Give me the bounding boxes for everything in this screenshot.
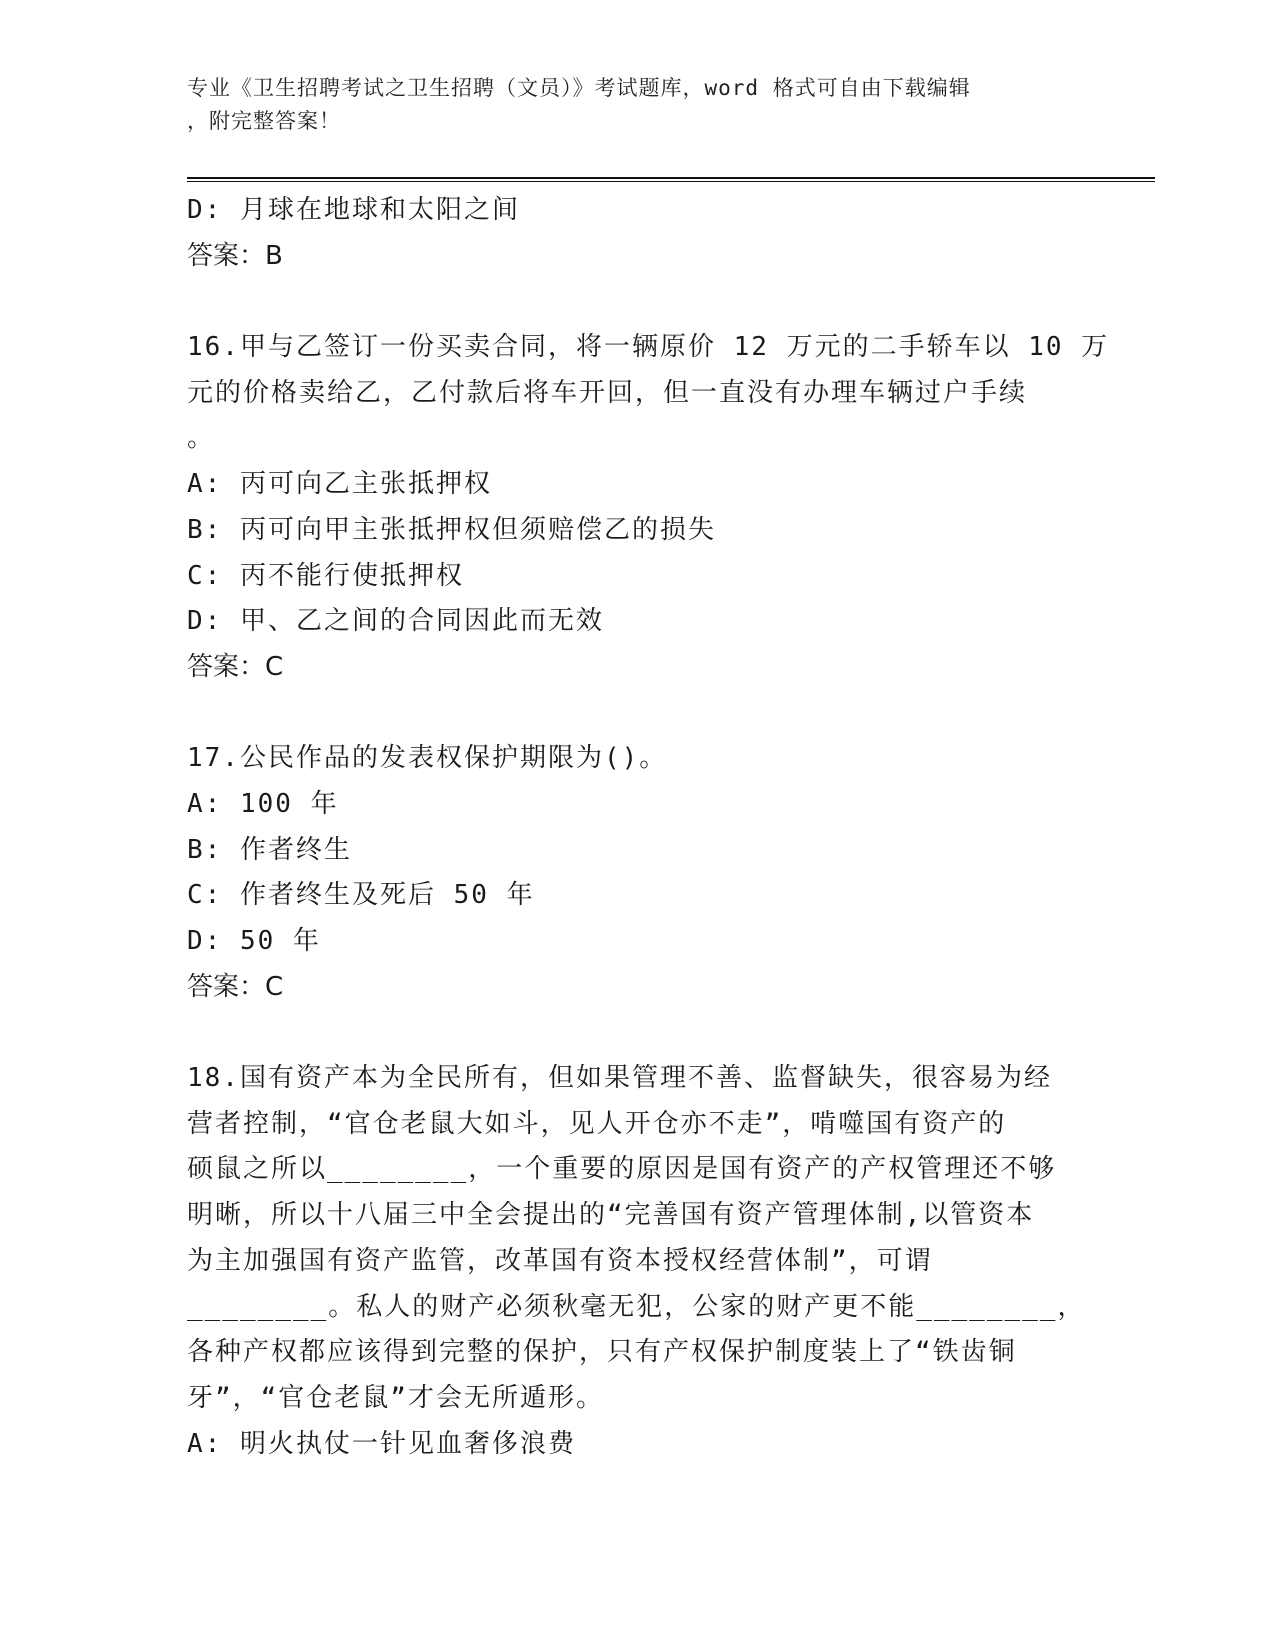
option-a: A: 100 年 bbox=[187, 788, 339, 819]
question-stem-line: 17.公民作品的发表权保护期限为()。 bbox=[187, 743, 668, 774]
header-divider bbox=[187, 177, 1155, 182]
option-a: A: 明火执仗一针见血奢侈浪费 bbox=[187, 1428, 576, 1459]
option-c: C: 丙不能行使抵押权 bbox=[187, 560, 464, 591]
page-header bbox=[187, 72, 1067, 138]
spacer bbox=[187, 1010, 1087, 1056]
header-title-line-1: 专业《卫生招聘考试之卫生招聘（文员）》考试题库，word 格式可自由下载编辑 bbox=[187, 76, 971, 100]
answer-line: 答案：C bbox=[187, 651, 284, 682]
question-18 bbox=[187, 1056, 1087, 1467]
question-stem-line: 牙”，“官仓老鼠”才会无所遁形。 bbox=[187, 1382, 604, 1413]
option-d: D: 甲、乙之间的合同因此而无效 bbox=[187, 606, 604, 637]
option-c: C: 作者终生及死后 50 年 bbox=[187, 880, 535, 911]
question-stem-line: 为主加强国有资产监管，改革国有资本授权经营体制”，可谓 bbox=[187, 1245, 933, 1276]
answer-line: 答案：C bbox=[187, 971, 284, 1002]
answer-line: 答案：B bbox=[187, 240, 283, 271]
option-d: D: 月球在地球和太阳之间 bbox=[187, 195, 520, 225]
question-16 bbox=[187, 325, 1110, 691]
question-stem-line: ________。私人的财产必须秋毫无犯，公家的财产更不能________， bbox=[187, 1291, 1086, 1322]
question-stem-line: 。 bbox=[187, 423, 216, 454]
question-stem-line: 16.甲与乙签订一份买卖合同，将一辆原价 12 万元的二手轿车以 10 万 bbox=[187, 332, 1110, 363]
option-d: D: 50 年 bbox=[187, 926, 321, 956]
spacer bbox=[187, 279, 1087, 325]
header-title-line-2: ，附完整答案！ bbox=[187, 109, 341, 133]
option-a: A: 丙可向乙主张抵押权 bbox=[187, 469, 492, 500]
question-stem-line: 各种产权都应该得到完整的保护，只有产权保护制度装上了“铁齿铜 bbox=[187, 1337, 1017, 1368]
option-b: B: 作者终生 bbox=[187, 834, 352, 865]
question-stem-line: 硕鼠之所以________，一个重要的原因是国有资产的产权管理还不够 bbox=[187, 1154, 1057, 1185]
spacer bbox=[187, 691, 1087, 737]
question-stem-line: 18.国有资产本为全民所有，但如果管理不善、监督缺失，很容易为经 bbox=[187, 1063, 1052, 1094]
question-17 bbox=[187, 736, 1087, 1010]
question-stem-line: 元的价格卖给乙，乙付款后将车开回，但一直没有办理车辆过户手续 bbox=[187, 377, 1028, 408]
question-list bbox=[187, 188, 1110, 1467]
option-b: B: 丙可向甲主张抵押权但须赔偿乙的损失 bbox=[187, 514, 716, 545]
question-stem-line: 营者控制，“官仓老鼠大如斗，见人开仓亦不走”，啃噬国有资产的 bbox=[187, 1108, 1007, 1139]
question-stem-line: 明晰，所以十八届三中全会提出的“完善国有资产管理体制,以管资本 bbox=[187, 1200, 1035, 1231]
